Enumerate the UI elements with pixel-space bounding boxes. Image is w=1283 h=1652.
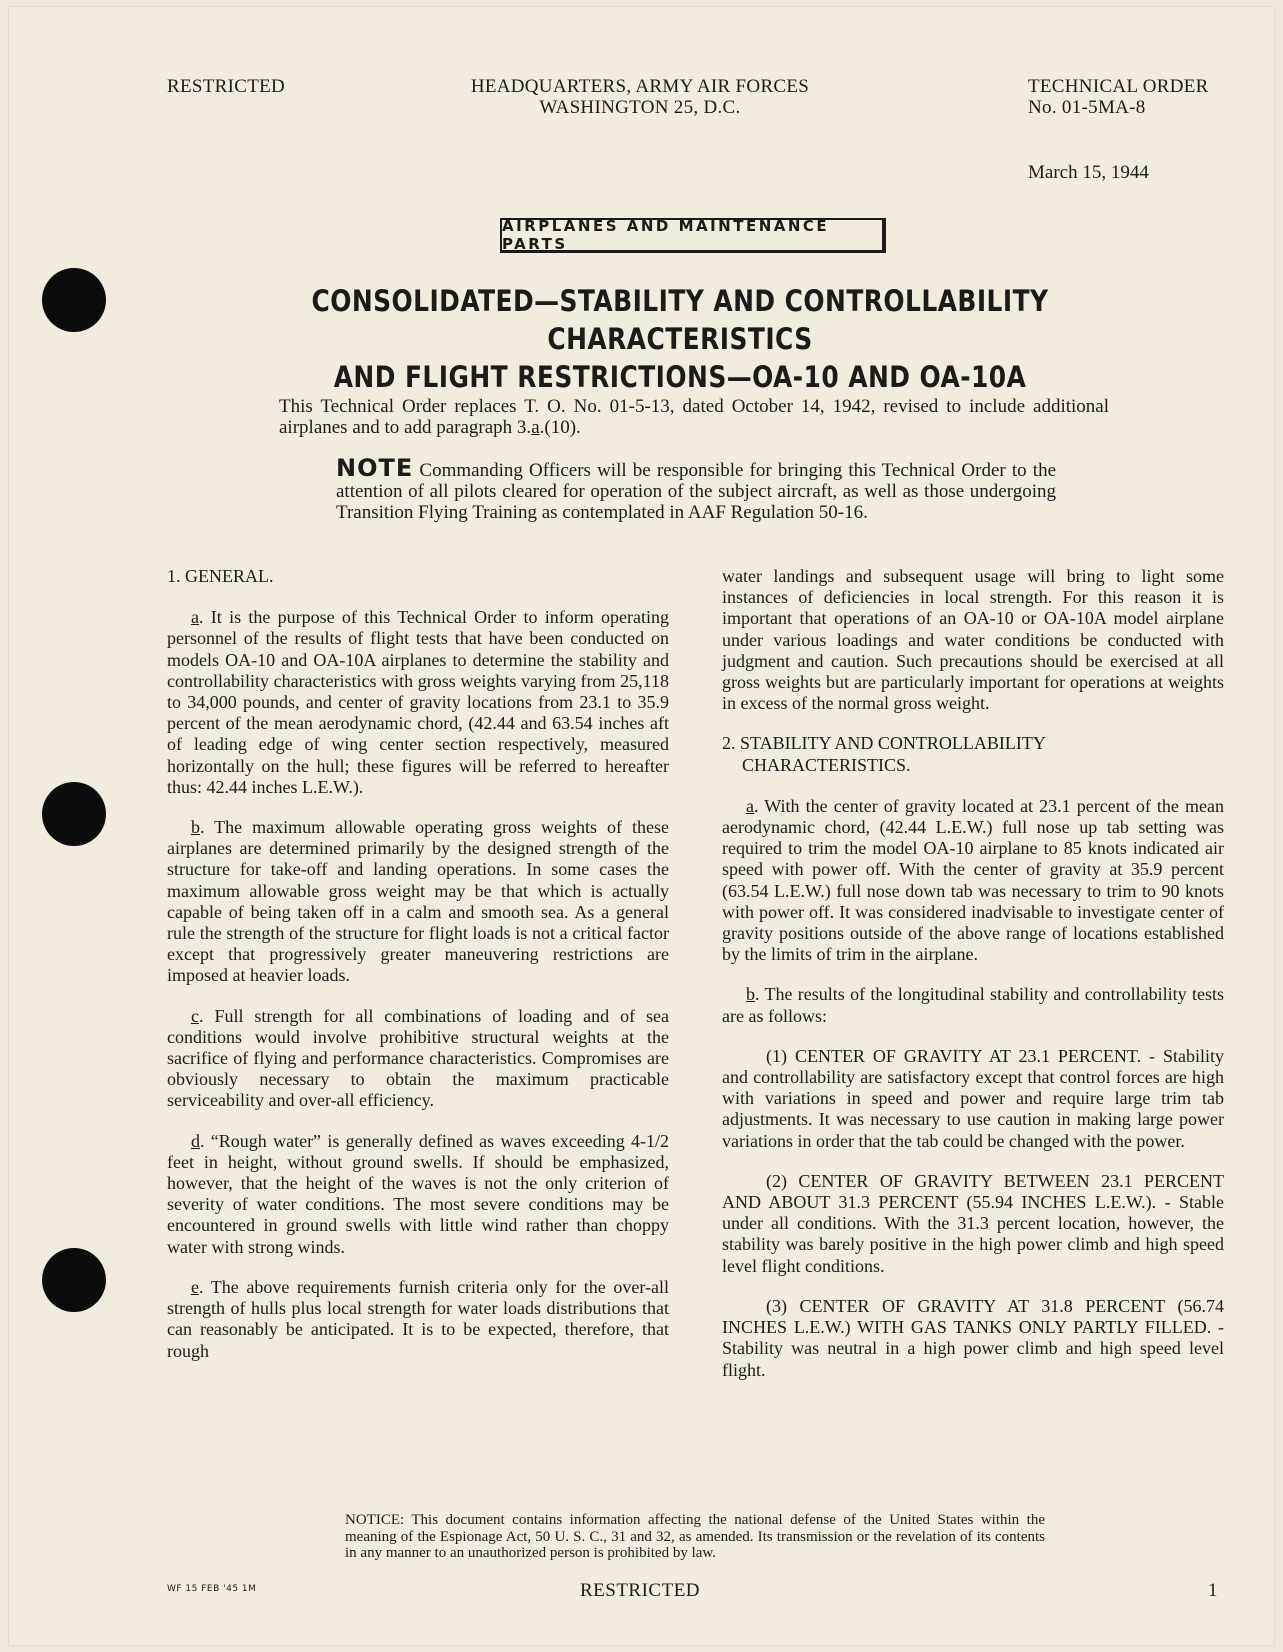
- paragraph-1b: [167, 817, 669, 987]
- paragraph-1c: [167, 1006, 669, 1112]
- section-2-heading-line1: 2. STABILITY AND CONTROLLABILITY: [722, 733, 1046, 754]
- binder-hole-top: [42, 268, 106, 332]
- footer-print-code: WF 15 FEB '45 1M: [167, 1584, 257, 1594]
- paragraph-text: . The maximum allowable operating gross weights of these airplanes are determined primarily by the designed strength of the structure for take-off and landing operations. In some cases the maximum allowable gross weight may be that which is actually capable of being taken off in a calm and smooth sea. As a general rule the strength of the structure for flight loads is not a critical factor except that progressively greater maneuvering restrictions are imposed at heavier loads.: [167, 817, 669, 986]
- note-block: [336, 454, 1056, 523]
- espionage-notice: NOTICE: This document contains information affecting the national defense of the United States within the meaning of the Espionage Act, 50 U. S. C., 31 and 32, as amended. Its transmission or the revelation of its contents in any manner to an unauthorized person is prohibited by law.: [345, 1512, 1045, 1561]
- section-2-heading: [722, 733, 1224, 775]
- paragraph-1d: [167, 1131, 669, 1258]
- replaces-letter: a: [531, 417, 540, 438]
- note-label: NOTE: [336, 454, 414, 482]
- title-line2: AND FLIGHT RESTRICTIONS—OA-10 AND OA-10A: [333, 360, 1027, 394]
- paragraph-letter: b: [191, 817, 200, 838]
- paragraph-1e: [167, 1277, 669, 1362]
- paragraph-text: . Full strength for all combinations of loading and of sea conditions would involve prohibitive structural weights at the sacrifice of flying and performance characteristics. Compromises are obviously necessary to obtain the maximum practicable serviceability and over-all efficiency.: [167, 1005, 669, 1111]
- section-2-heading-line2: CHARACTERISTICS.: [742, 754, 911, 775]
- paragraph-letter: a: [191, 607, 199, 628]
- header-order-line1: TECHNICAL ORDER: [1028, 76, 1209, 97]
- paragraph-text: . It is the purpose of this Technical Order to inform operating personnel of the results of flight tests that have been conducted on models OA-10 and OA-10A airplanes to determine the stability and controllability characteristics with gross weights varying from 25,118 to 34,000 pounds, and center of gravity locations from 23.1 to 35.9 percent of the mean aerodynamic chord, (42.44 and 63.54 inches aft of leading edge of wing center section respectively, measured horizontally on the hull; these figures will be referred to hereafter thus: 42.44 inches L.E.W.).: [167, 607, 669, 797]
- replaces-text-end: .(10).: [539, 417, 581, 438]
- paragraph-letter: d: [191, 1130, 200, 1151]
- category-label: AIRPLANES AND MAINTENANCE PARTS: [502, 217, 830, 253]
- replaces-text: This Technical Order replaces T. O. No. 01-5-13, dated October 14, 1942, revised to include additional airplanes and to add paragraph 3.: [279, 396, 1109, 438]
- footer-classification: RESTRICTED: [579, 1580, 701, 1601]
- item-2b-2: (2) CENTER OF GRAVITY BETWEEN 23.1 PERCENT AND ABOUT 31.3 PERCENT (55.94 INCHES L.E.W.). - Stable under all conditions. With the 31.3 percent location, however, the stability was barely positive in the high power climb and high speed level flight conditions.: [722, 1170, 1224, 1276]
- paragraph-2b: [722, 984, 1224, 1026]
- paragraph-text: . The above requirements furnish criteria only for the over-all strength of hulls plus local strength for water loads distributions that can reasonably be anticipated. It is to be expected, therefore, that rough: [167, 1276, 669, 1361]
- paragraph-letter: c: [191, 1005, 199, 1026]
- document-title: [224, 282, 1136, 396]
- header-classification: RESTRICTED: [167, 76, 286, 97]
- issue-date: March 15, 1944: [1028, 162, 1149, 183]
- paragraph-1a: [167, 607, 669, 798]
- paragraph-1e-continued: water landings and subsequent usage will bring to light some instances of deficiencies in local strength. For this reason it is important that operations of an OA-10 or OA-10A model airplane under various loadings and water conditions be conducted with judgment and caution. Such precautions should be exercised at all gross weights but are particularly important for operations at weights in excess of the normal gross weight.: [722, 566, 1224, 714]
- note-text: Commanding Officers will be responsible for bringing this Technical Order to the attention of all pilots cleared for operation of the subject aircraft, as well as those undergoing Transition Flying Training as contemplated in AAF Regulation 50-16.: [336, 460, 1056, 523]
- header-order-number: [1028, 76, 1209, 118]
- header-issuer-line1: HEADQUARTERS, ARMY AIR FORCES: [470, 76, 810, 97]
- section-1-heading: 1. GENERAL.: [167, 566, 274, 586]
- paragraph-letter: a: [746, 795, 754, 816]
- paragraph-text: . With the center of gravity located at 23.1 percent of the mean aerodynamic chord, (42.44 L.E.W.) full nose up tab setting was required to trim the model OA-10 airplane to 85 knots indicated air speed with power off. With the center of gravity at 35.9 percent (63.54 L.E.W.) full nose down tab was necessary to trim to 90 knots with power off. It was considered inadvisable to investigate center of gravity positions outside of the above range of locations established by the limits of trim in the airplane.: [722, 795, 1224, 965]
- paragraph-2a: [722, 796, 1224, 966]
- header-issuer: [390, 76, 890, 118]
- replaces-statement: [279, 396, 1109, 438]
- binder-hole-middle: [42, 782, 106, 846]
- header-issuer-line2: WASHINGTON 25, D.C.: [539, 97, 741, 118]
- binder-hole-bottom: [42, 1248, 106, 1312]
- paragraph-letter: b: [746, 984, 755, 1005]
- page-number: 1: [1208, 1580, 1218, 1601]
- paragraph-text: . “Rough water” is generally defined as waves exceeding 4-1/2 feet in height, without ground swells. If should be emphasized, however, that the height of the waves is not the only criterion of severity of water conditions. The most severe conditions may be encountered in ground swells with little wind rather than choppy water with strong winds.: [167, 1130, 669, 1257]
- title-line1: CONSOLIDATED—STABILITY AND CONTROLLABILITY CHARACTERISTICS: [311, 284, 1049, 356]
- paragraph-letter: e: [191, 1276, 199, 1297]
- right-column: [722, 566, 1224, 1400]
- header-order-line2: No. 01-5MA-8: [1028, 97, 1146, 118]
- item-2b-3: (3) CENTER OF GRAVITY AT 31.8 PERCENT (56.74 INCHES L.E.W.) WITH GAS TANKS ONLY PARTLY FILLED. - Stability was neutral in a high power climb and high speed level flight.: [722, 1295, 1224, 1380]
- category-box: [500, 218, 886, 253]
- paragraph-text: . The results of the longitudinal stability and controllability tests are as follows:: [722, 984, 1224, 1026]
- item-2b-1: (1) CENTER OF GRAVITY AT 23.1 PERCENT. - Stability and controllability are satisfactory except that control forces are high with variations in speed and power and require large trim tab adjustments. It was necessary to use caution in making large power variations in order that the tab could be changed with the power.: [722, 1045, 1224, 1151]
- left-column: [167, 566, 669, 1381]
